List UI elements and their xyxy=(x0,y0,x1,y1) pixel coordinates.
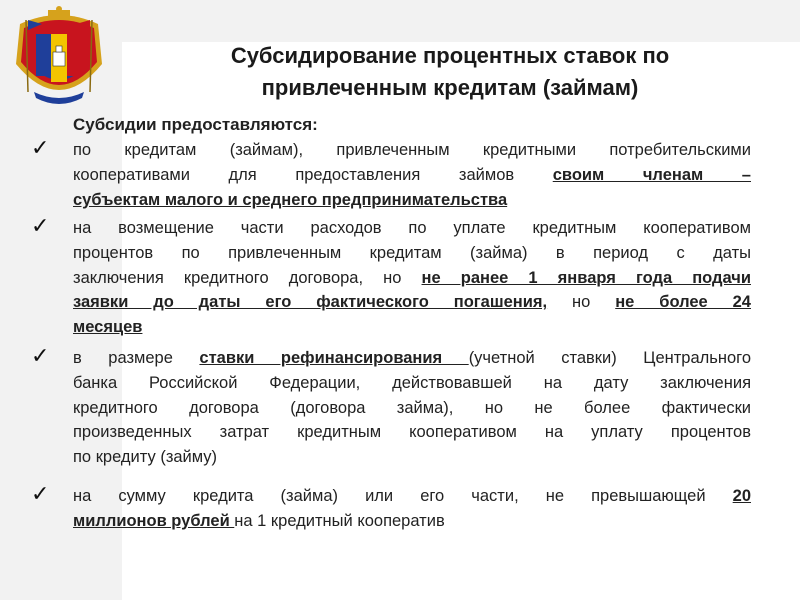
slide-title xyxy=(150,40,750,104)
item-line xyxy=(73,484,751,509)
top-background xyxy=(0,0,800,42)
item-text: (учетной ставки) Центрального xyxy=(468,349,751,367)
list-item xyxy=(73,346,751,470)
item-text: на сумму кредита (займа) или его части, не превышающей xyxy=(73,487,733,505)
item-line xyxy=(73,266,751,291)
list-item xyxy=(73,216,751,340)
check-icon: ✓ xyxy=(31,482,50,507)
check-icon: ✓ xyxy=(31,136,50,161)
list-item xyxy=(73,484,751,534)
item-emphasis: миллионов рублей xyxy=(73,511,235,530)
coat-of-arms-emblem-icon xyxy=(6,4,112,110)
item-emphasis: месяцев xyxy=(73,318,143,337)
item-line: банка Российской Федерации, действовавшей на дату заключения xyxy=(73,373,751,392)
item-line xyxy=(73,315,751,340)
item-line xyxy=(73,290,751,315)
title-line-2: привлеченным кредитам (займам) xyxy=(261,75,639,100)
item-emphasis: не ранее 1 января года подачи xyxy=(421,268,751,287)
item-text: заключения кредитного договора, но xyxy=(73,268,422,287)
item-emphasis: своим членам – xyxy=(552,165,751,184)
item-line: кредитного договора (договора займа), но не более фактически xyxy=(73,398,751,417)
item-text: но xyxy=(547,293,616,312)
item-line: произведенных затрат кредитным кооперативом на уплату процентов xyxy=(73,423,751,442)
item-text: в размере xyxy=(73,349,200,367)
item-line: на возмещение части расходов по уплате кредитным кооперативом xyxy=(73,219,751,237)
item-emphasis: не более 24 xyxy=(615,293,751,312)
item-line xyxy=(73,163,751,188)
title-line-1: Субсидирование процентных ставок по xyxy=(230,43,670,68)
item-emphasis: субъектам малого и среднего предпринимательства xyxy=(73,190,508,209)
check-icon: ✓ xyxy=(31,344,50,369)
item-line: по кредиту (займу) xyxy=(73,448,218,467)
item-line: по кредитам (займам), привлеченным кредитными потребительскими xyxy=(73,141,751,159)
list-item xyxy=(73,138,751,212)
item-emphasis: ставки рефинансирования xyxy=(199,349,469,367)
item-text: на 1 кредитный кооператив xyxy=(234,511,445,530)
item-text: кооперативами для предоставления займов xyxy=(73,165,553,184)
item-line xyxy=(73,346,751,371)
check-icon: ✓ xyxy=(31,214,50,239)
item-line xyxy=(73,188,751,213)
item-emphasis: 20 xyxy=(732,487,751,505)
subtitle: Субсидии предоставляются: xyxy=(73,115,318,134)
item-emphasis: заявки до даты его фактического погашения, xyxy=(73,293,548,312)
item-line: процентов по привлеченным кредитам (займа) в период с даты xyxy=(73,243,751,262)
item-line xyxy=(73,509,751,534)
